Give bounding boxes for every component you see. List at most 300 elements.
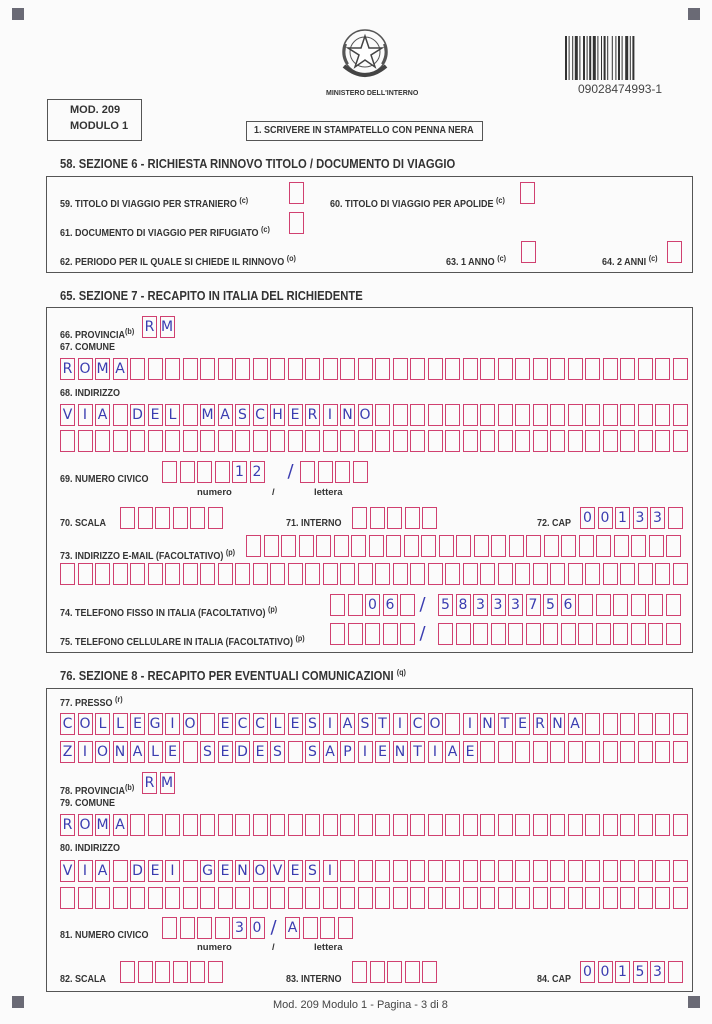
indirizzo8-1-box[interactable] bbox=[673, 860, 688, 882]
cap-box[interactable]: 1 bbox=[615, 507, 630, 529]
interno-box[interactable] bbox=[422, 507, 437, 529]
indirizzo-1-box[interactable] bbox=[183, 404, 198, 426]
email-1-box[interactable] bbox=[491, 535, 506, 557]
presso-1-box[interactable]: I bbox=[165, 713, 180, 735]
presso-2-box[interactable] bbox=[585, 741, 600, 763]
indirizzo-1-box[interactable]: I bbox=[78, 404, 93, 426]
comune8-box[interactable] bbox=[445, 814, 460, 836]
comune8-box[interactable] bbox=[340, 814, 355, 836]
email-1-box[interactable] bbox=[369, 535, 384, 557]
indirizzo8-1-box[interactable] bbox=[603, 860, 618, 882]
indirizzo8-1-box[interactable] bbox=[655, 860, 670, 882]
indirizzo-1-box[interactable]: M bbox=[200, 404, 215, 426]
tel-prefix-box[interactable] bbox=[330, 594, 345, 616]
comune8-box[interactable] bbox=[463, 814, 478, 836]
presso-2-box[interactable]: Z bbox=[60, 741, 75, 763]
indirizzo8-2-box[interactable] bbox=[113, 887, 128, 909]
indirizzo-2-box[interactable] bbox=[585, 430, 600, 452]
indirizzo-2-box[interactable] bbox=[655, 430, 670, 452]
indirizzo-2-box[interactable] bbox=[323, 430, 338, 452]
comune8-box[interactable] bbox=[533, 814, 548, 836]
email-2-box[interactable] bbox=[235, 563, 250, 585]
presso-2-box[interactable] bbox=[655, 741, 670, 763]
civico8-lettera-box[interactable]: A bbox=[285, 917, 300, 939]
indirizzo-1-box[interactable] bbox=[620, 404, 635, 426]
email-1-box[interactable] bbox=[439, 535, 454, 557]
indirizzo8-1-box[interactable] bbox=[445, 860, 460, 882]
indirizzo8-1-box[interactable] bbox=[568, 860, 583, 882]
comune-box[interactable] bbox=[655, 358, 670, 380]
presso-2-box[interactable]: I bbox=[428, 741, 443, 763]
comune8-box[interactable] bbox=[585, 814, 600, 836]
email-2-box[interactable] bbox=[673, 563, 688, 585]
indirizzo-2-box[interactable] bbox=[393, 430, 408, 452]
indirizzo-1-box[interactable]: N bbox=[340, 404, 355, 426]
tel-number-box[interactable]: 3 bbox=[491, 594, 506, 616]
indirizzo-1-box[interactable] bbox=[515, 404, 530, 426]
email-1-box[interactable] bbox=[246, 535, 261, 557]
email-2-box[interactable] bbox=[323, 563, 338, 585]
presso-1-box[interactable] bbox=[673, 713, 688, 735]
comune-box[interactable] bbox=[620, 358, 635, 380]
comune-box[interactable] bbox=[218, 358, 233, 380]
email-1-box[interactable] bbox=[281, 535, 296, 557]
email-2-box[interactable] bbox=[358, 563, 373, 585]
indirizzo-1-box[interactable] bbox=[498, 404, 513, 426]
presso-1-box[interactable]: R bbox=[533, 713, 548, 735]
indirizzo8-1-box[interactable]: A bbox=[95, 860, 110, 882]
tel-number-box[interactable] bbox=[648, 594, 663, 616]
comune-box[interactable] bbox=[533, 358, 548, 380]
email-2-box[interactable] bbox=[445, 563, 460, 585]
email-2-box[interactable] bbox=[113, 563, 128, 585]
presso-1-box[interactable]: E bbox=[288, 713, 303, 735]
presso-2-box[interactable]: N bbox=[393, 741, 408, 763]
email-1-box[interactable] bbox=[456, 535, 471, 557]
tel-number-box[interactable]: 7 bbox=[526, 594, 541, 616]
comune-box[interactable] bbox=[585, 358, 600, 380]
presso-2-box[interactable] bbox=[603, 741, 618, 763]
email-2-box[interactable] bbox=[95, 563, 110, 585]
indirizzo8-1-box[interactable]: I bbox=[165, 860, 180, 882]
presso-2-box[interactable] bbox=[183, 741, 198, 763]
checkbox-f60[interactable] bbox=[520, 182, 535, 204]
indirizzo-2-box[interactable] bbox=[445, 430, 460, 452]
presso-1-box[interactable]: E bbox=[130, 713, 145, 735]
indirizzo8-2-box[interactable] bbox=[288, 887, 303, 909]
scala8-box[interactable] bbox=[155, 961, 170, 983]
indirizzo8-2-box[interactable] bbox=[533, 887, 548, 909]
indirizzo-2-box[interactable] bbox=[305, 430, 320, 452]
provincia8-box[interactable]: M bbox=[160, 772, 175, 794]
mobile-number-box[interactable] bbox=[596, 623, 611, 645]
mobile-prefix-box[interactable] bbox=[348, 623, 363, 645]
comune-box[interactable] bbox=[428, 358, 443, 380]
presso-1-box[interactable]: C bbox=[410, 713, 425, 735]
email-2-box[interactable] bbox=[165, 563, 180, 585]
presso-1-box[interactable]: L bbox=[113, 713, 128, 735]
interno8-box[interactable] bbox=[387, 961, 402, 983]
indirizzo-2-box[interactable] bbox=[428, 430, 443, 452]
civico8-numero-box[interactable] bbox=[215, 917, 230, 939]
indirizzo8-2-box[interactable] bbox=[95, 887, 110, 909]
presso-2-box[interactable]: E bbox=[165, 741, 180, 763]
indirizzo8-2-box[interactable] bbox=[638, 887, 653, 909]
cap8-box[interactable]: 1 bbox=[615, 961, 630, 983]
comune-box[interactable] bbox=[673, 358, 688, 380]
indirizzo8-2-box[interactable] bbox=[358, 887, 373, 909]
email-2-box[interactable] bbox=[130, 563, 145, 585]
indirizzo8-2-box[interactable] bbox=[78, 887, 93, 909]
tel-prefix-box[interactable] bbox=[348, 594, 363, 616]
email-2-box[interactable] bbox=[603, 563, 618, 585]
checkbox-f61[interactable] bbox=[289, 212, 304, 234]
presso-1-box[interactable]: S bbox=[358, 713, 373, 735]
indirizzo8-2-box[interactable] bbox=[445, 887, 460, 909]
comune8-box[interactable] bbox=[498, 814, 513, 836]
presso-1-box[interactable]: O bbox=[183, 713, 198, 735]
presso-1-box[interactable] bbox=[620, 713, 635, 735]
indirizzo8-2-box[interactable] bbox=[323, 887, 338, 909]
comune8-box[interactable] bbox=[603, 814, 618, 836]
indirizzo8-2-box[interactable] bbox=[603, 887, 618, 909]
email-1-box[interactable] bbox=[614, 535, 629, 557]
comune8-box[interactable]: R bbox=[60, 814, 75, 836]
indirizzo8-1-box[interactable]: V bbox=[270, 860, 285, 882]
presso-2-box[interactable]: A bbox=[130, 741, 145, 763]
email-2-box[interactable] bbox=[550, 563, 565, 585]
cap8-box[interactable]: 0 bbox=[580, 961, 595, 983]
presso-2-box[interactable] bbox=[288, 741, 303, 763]
indirizzo8-1-box[interactable]: D bbox=[130, 860, 145, 882]
scala-box[interactable] bbox=[155, 507, 170, 529]
indirizzo-1-box[interactable] bbox=[655, 404, 670, 426]
comune-box[interactable]: R bbox=[60, 358, 75, 380]
presso-2-box[interactable]: P bbox=[340, 741, 355, 763]
comune-box[interactable]: O bbox=[78, 358, 93, 380]
presso-1-box[interactable]: C bbox=[60, 713, 75, 735]
presso-1-box[interactable]: I bbox=[463, 713, 478, 735]
mobile-prefix-box[interactable] bbox=[383, 623, 398, 645]
indirizzo8-1-box[interactable] bbox=[410, 860, 425, 882]
indirizzo-2-box[interactable] bbox=[218, 430, 233, 452]
indirizzo-1-box[interactable] bbox=[550, 404, 565, 426]
cap-box[interactable]: 0 bbox=[598, 507, 613, 529]
presso-2-box[interactable]: S bbox=[270, 741, 285, 763]
mobile-number-box[interactable] bbox=[648, 623, 663, 645]
comune-box[interactable] bbox=[393, 358, 408, 380]
indirizzo-2-box[interactable] bbox=[288, 430, 303, 452]
comune8-box[interactable]: O bbox=[78, 814, 93, 836]
comune-box[interactable]: M bbox=[95, 358, 110, 380]
email-2-box[interactable] bbox=[218, 563, 233, 585]
email-2-box[interactable] bbox=[340, 563, 355, 585]
comune8-box[interactable] bbox=[393, 814, 408, 836]
tel-prefix-box[interactable] bbox=[400, 594, 415, 616]
indirizzo8-1-box[interactable]: O bbox=[253, 860, 268, 882]
comune8-box[interactable] bbox=[620, 814, 635, 836]
interno8-box[interactable] bbox=[352, 961, 367, 983]
presso-1-box[interactable] bbox=[655, 713, 670, 735]
comune8-box[interactable] bbox=[480, 814, 495, 836]
indirizzo-1-box[interactable]: R bbox=[305, 404, 320, 426]
presso-2-box[interactable]: T bbox=[410, 741, 425, 763]
indirizzo-1-box[interactable] bbox=[638, 404, 653, 426]
tel-number-box[interactable]: 8 bbox=[456, 594, 471, 616]
interno8-box[interactable] bbox=[405, 961, 420, 983]
comune8-box[interactable] bbox=[568, 814, 583, 836]
indirizzo8-2-box[interactable] bbox=[620, 887, 635, 909]
email-2-box[interactable] bbox=[655, 563, 670, 585]
comune-box[interactable] bbox=[515, 358, 530, 380]
scala8-box[interactable] bbox=[120, 961, 135, 983]
cap8-box[interactable]: 5 bbox=[633, 961, 648, 983]
mobile-number-box[interactable] bbox=[613, 623, 628, 645]
comune-box[interactable] bbox=[498, 358, 513, 380]
indirizzo8-1-box[interactable] bbox=[550, 860, 565, 882]
presso-1-box[interactable]: T bbox=[375, 713, 390, 735]
indirizzo-2-box[interactable] bbox=[620, 430, 635, 452]
indirizzo8-2-box[interactable] bbox=[235, 887, 250, 909]
comune8-box[interactable] bbox=[183, 814, 198, 836]
comune-box[interactable] bbox=[305, 358, 320, 380]
indirizzo-2-box[interactable] bbox=[358, 430, 373, 452]
presso-2-box[interactable]: L bbox=[148, 741, 163, 763]
comune-box[interactable] bbox=[375, 358, 390, 380]
indirizzo8-1-box[interactable] bbox=[620, 860, 635, 882]
email-2-box[interactable] bbox=[60, 563, 75, 585]
indirizzo8-2-box[interactable] bbox=[428, 887, 443, 909]
indirizzo8-1-box[interactable] bbox=[533, 860, 548, 882]
email-1-box[interactable] bbox=[509, 535, 524, 557]
indirizzo8-2-box[interactable] bbox=[165, 887, 180, 909]
indirizzo8-2-box[interactable] bbox=[375, 887, 390, 909]
civico8-numero-box[interactable] bbox=[180, 917, 195, 939]
civico-lettera-box[interactable] bbox=[335, 461, 350, 483]
indirizzo8-2-box[interactable] bbox=[568, 887, 583, 909]
comune-box[interactable] bbox=[165, 358, 180, 380]
presso-2-box[interactable] bbox=[673, 741, 688, 763]
indirizzo8-1-box[interactable]: E bbox=[288, 860, 303, 882]
indirizzo-1-box[interactable] bbox=[568, 404, 583, 426]
presso-1-box[interactable]: I bbox=[323, 713, 338, 735]
civico8-numero-box[interactable]: 0 bbox=[250, 917, 265, 939]
presso-2-box[interactable]: I bbox=[78, 741, 93, 763]
indirizzo-1-box[interactable]: V bbox=[60, 404, 75, 426]
mobile-prefix-box[interactable] bbox=[365, 623, 380, 645]
indirizzo-1-box[interactable] bbox=[463, 404, 478, 426]
indirizzo8-1-box[interactable] bbox=[480, 860, 495, 882]
indirizzo8-1-box[interactable]: E bbox=[148, 860, 163, 882]
email-2-box[interactable] bbox=[585, 563, 600, 585]
interno-box[interactable] bbox=[352, 507, 367, 529]
indirizzo8-1-box[interactable]: I bbox=[78, 860, 93, 882]
comune-box[interactable] bbox=[270, 358, 285, 380]
civico-numero-box[interactable]: 1 bbox=[232, 461, 247, 483]
indirizzo8-2-box[interactable] bbox=[60, 887, 75, 909]
scala8-box[interactable] bbox=[208, 961, 223, 983]
tel-number-box[interactable] bbox=[596, 594, 611, 616]
presso-2-box[interactable]: E bbox=[375, 741, 390, 763]
civico8-lettera-box[interactable] bbox=[338, 917, 353, 939]
indirizzo8-2-box[interactable] bbox=[585, 887, 600, 909]
indirizzo-2-box[interactable] bbox=[673, 430, 688, 452]
email-1-box[interactable] bbox=[421, 535, 436, 557]
presso-2-box[interactable]: A bbox=[323, 741, 338, 763]
indirizzo8-1-box[interactable]: I bbox=[323, 860, 338, 882]
comune-box[interactable] bbox=[148, 358, 163, 380]
scala8-box[interactable] bbox=[190, 961, 205, 983]
tel-number-box[interactable] bbox=[613, 594, 628, 616]
indirizzo8-1-box[interactable] bbox=[183, 860, 198, 882]
interno-box[interactable] bbox=[387, 507, 402, 529]
indirizzo-1-box[interactable] bbox=[480, 404, 495, 426]
civico-lettera-box[interactable] bbox=[300, 461, 315, 483]
comune8-box[interactable] bbox=[410, 814, 425, 836]
indirizzo8-1-box[interactable] bbox=[428, 860, 443, 882]
presso-1-box[interactable]: A bbox=[340, 713, 355, 735]
indirizzo8-1-box[interactable] bbox=[393, 860, 408, 882]
presso-2-box[interactable] bbox=[620, 741, 635, 763]
indirizzo8-2-box[interactable] bbox=[340, 887, 355, 909]
cap8-box[interactable]: 0 bbox=[598, 961, 613, 983]
indirizzo-2-box[interactable] bbox=[253, 430, 268, 452]
email-2-box[interactable] bbox=[270, 563, 285, 585]
indirizzo-2-box[interactable] bbox=[603, 430, 618, 452]
scala-box[interactable] bbox=[138, 507, 153, 529]
indirizzo-1-box[interactable] bbox=[410, 404, 425, 426]
presso-2-box[interactable]: I bbox=[358, 741, 373, 763]
scala-box[interactable] bbox=[190, 507, 205, 529]
comune8-box[interactable]: A bbox=[113, 814, 128, 836]
indirizzo8-1-box[interactable] bbox=[358, 860, 373, 882]
indirizzo-2-box[interactable] bbox=[550, 430, 565, 452]
indirizzo-2-box[interactable] bbox=[235, 430, 250, 452]
indirizzo-1-box[interactable] bbox=[603, 404, 618, 426]
indirizzo-1-box[interactable]: A bbox=[95, 404, 110, 426]
cap-box[interactable]: 0 bbox=[580, 507, 595, 529]
email-1-box[interactable] bbox=[351, 535, 366, 557]
comune-box[interactable] bbox=[288, 358, 303, 380]
indirizzo-1-box[interactable] bbox=[445, 404, 460, 426]
civico-numero-box[interactable] bbox=[162, 461, 177, 483]
email-1-box[interactable] bbox=[316, 535, 331, 557]
presso-2-box[interactable] bbox=[533, 741, 548, 763]
scala-box[interactable] bbox=[120, 507, 135, 529]
mobile-number-box[interactable] bbox=[666, 623, 681, 645]
indirizzo-2-box[interactable] bbox=[340, 430, 355, 452]
email-1-box[interactable] bbox=[561, 535, 576, 557]
indirizzo-2-box[interactable] bbox=[60, 430, 75, 452]
comune8-box[interactable] bbox=[305, 814, 320, 836]
indirizzo8-2-box[interactable] bbox=[673, 887, 688, 909]
comune8-box[interactable] bbox=[165, 814, 180, 836]
comune8-box[interactable] bbox=[428, 814, 443, 836]
indirizzo-1-box[interactable]: A bbox=[218, 404, 233, 426]
cap8-box[interactable]: 3 bbox=[650, 961, 665, 983]
presso-1-box[interactable]: O bbox=[78, 713, 93, 735]
mobile-number-box[interactable] bbox=[631, 623, 646, 645]
comune-box[interactable] bbox=[235, 358, 250, 380]
presso-2-box[interactable] bbox=[568, 741, 583, 763]
checkbox-f63[interactable] bbox=[521, 241, 536, 263]
comune-box[interactable] bbox=[253, 358, 268, 380]
indirizzo-1-box[interactable] bbox=[113, 404, 128, 426]
civico-numero-box[interactable] bbox=[180, 461, 195, 483]
indirizzo-1-box[interactable]: E bbox=[288, 404, 303, 426]
presso-2-box[interactable]: D bbox=[235, 741, 250, 763]
indirizzo8-2-box[interactable] bbox=[498, 887, 513, 909]
civico-numero-box[interactable]: 2 bbox=[250, 461, 265, 483]
scala8-box[interactable] bbox=[138, 961, 153, 983]
presso-1-box[interactable]: G bbox=[148, 713, 163, 735]
indirizzo-2-box[interactable] bbox=[568, 430, 583, 452]
indirizzo8-2-box[interactable] bbox=[270, 887, 285, 909]
email-2-box[interactable] bbox=[375, 563, 390, 585]
presso-2-box[interactable]: A bbox=[445, 741, 460, 763]
comune8-box[interactable] bbox=[673, 814, 688, 836]
email-1-box[interactable] bbox=[596, 535, 611, 557]
indirizzo-1-box[interactable] bbox=[585, 404, 600, 426]
cap8-box[interactable] bbox=[668, 961, 683, 983]
presso-2-box[interactable]: S bbox=[200, 741, 215, 763]
presso-2-box[interactable] bbox=[550, 741, 565, 763]
indirizzo8-2-box[interactable] bbox=[480, 887, 495, 909]
indirizzo-1-box[interactable]: O bbox=[358, 404, 373, 426]
email-2-box[interactable] bbox=[253, 563, 268, 585]
indirizzo-1-box[interactable] bbox=[375, 404, 390, 426]
scala-box[interactable] bbox=[208, 507, 223, 529]
email-1-box[interactable] bbox=[264, 535, 279, 557]
email-2-box[interactable] bbox=[638, 563, 653, 585]
presso-1-box[interactable]: S bbox=[305, 713, 320, 735]
cap-box[interactable]: 3 bbox=[633, 507, 648, 529]
indirizzo-2-box[interactable] bbox=[200, 430, 215, 452]
comune8-box[interactable]: M bbox=[95, 814, 110, 836]
indirizzo8-2-box[interactable] bbox=[148, 887, 163, 909]
mobile-number-box[interactable] bbox=[578, 623, 593, 645]
indirizzo-2-box[interactable] bbox=[533, 430, 548, 452]
checkbox-f59[interactable] bbox=[289, 182, 304, 204]
tel-number-box[interactable]: 3 bbox=[508, 594, 523, 616]
presso-1-box[interactable]: L bbox=[270, 713, 285, 735]
indirizzo8-1-box[interactable] bbox=[463, 860, 478, 882]
civico-numero-box[interactable] bbox=[215, 461, 230, 483]
mobile-number-box[interactable] bbox=[561, 623, 576, 645]
mobile-number-box[interactable] bbox=[508, 623, 523, 645]
interno-box[interactable] bbox=[370, 507, 385, 529]
comune-box[interactable] bbox=[603, 358, 618, 380]
comune8-box[interactable] bbox=[253, 814, 268, 836]
comune8-box[interactable] bbox=[148, 814, 163, 836]
interno8-box[interactable] bbox=[422, 961, 437, 983]
email-2-box[interactable] bbox=[428, 563, 443, 585]
presso-2-box[interactable] bbox=[480, 741, 495, 763]
mobile-number-box[interactable] bbox=[456, 623, 471, 645]
indirizzo8-1-box[interactable]: V bbox=[60, 860, 75, 882]
civico8-numero-box[interactable]: 3 bbox=[232, 917, 247, 939]
tel-number-box[interactable]: 3 bbox=[473, 594, 488, 616]
civico-lettera-box[interactable] bbox=[353, 461, 368, 483]
indirizzo-2-box[interactable] bbox=[375, 430, 390, 452]
comune-box[interactable] bbox=[480, 358, 495, 380]
presso-1-box[interactable]: C bbox=[253, 713, 268, 735]
provincia-box[interactable]: M bbox=[160, 316, 175, 338]
presso-1-box[interactable]: N bbox=[550, 713, 565, 735]
indirizzo8-2-box[interactable] bbox=[393, 887, 408, 909]
email-2-box[interactable] bbox=[410, 563, 425, 585]
civico8-numero-box[interactable] bbox=[162, 917, 177, 939]
